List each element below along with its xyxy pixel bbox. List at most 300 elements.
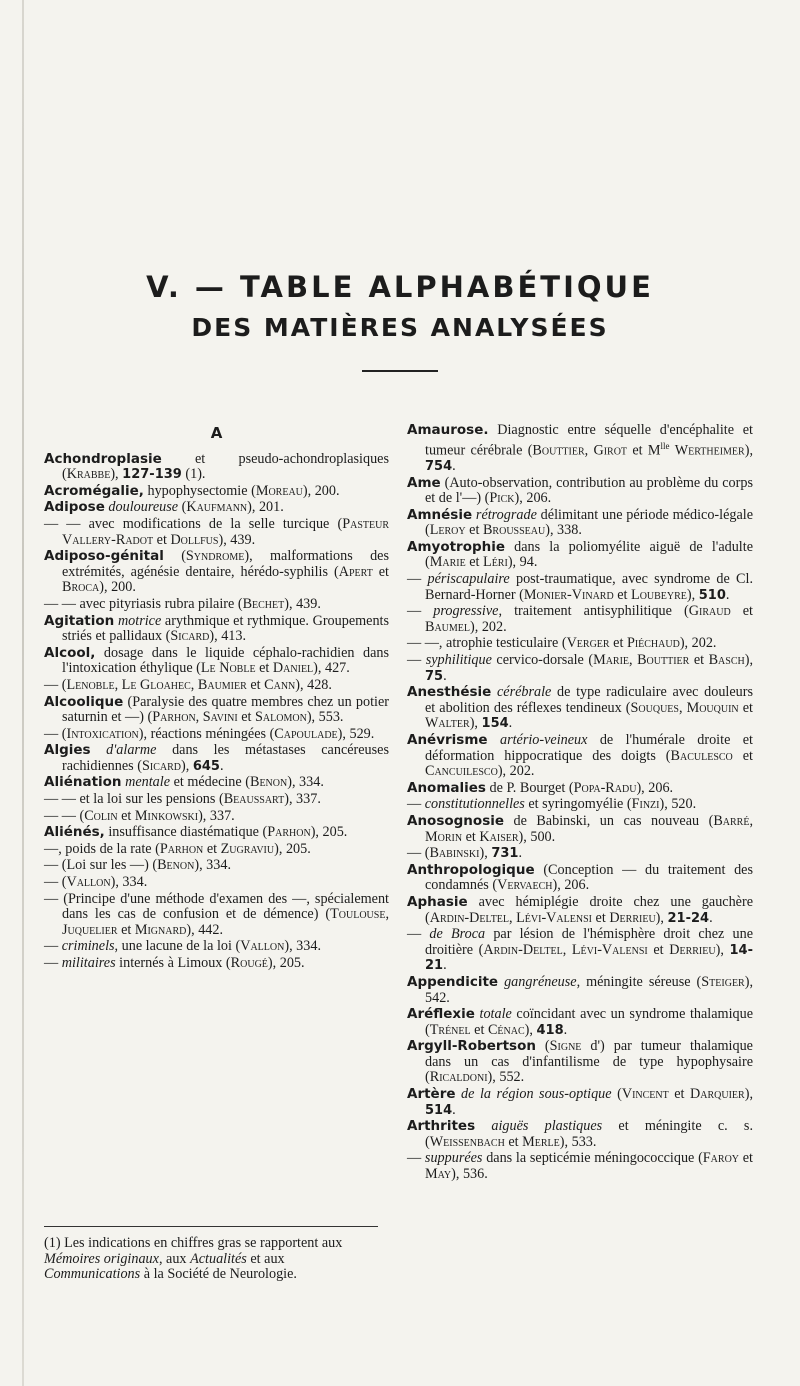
- entry-text: ), 205.: [274, 840, 311, 857]
- entry-text: et: [372, 563, 389, 580]
- entry-text: .: [452, 1101, 456, 1118]
- entry-text: , traitement antisyphilitique (: [498, 603, 689, 620]
- entry-text: —: [407, 603, 434, 620]
- author-name: Lenoble, Le Gloahec, Baumier: [66, 676, 247, 693]
- italic-term: Communications: [44, 1266, 141, 1283]
- left-entry-list: [44, 452, 389, 972]
- entry-text: —: [44, 938, 62, 955]
- index-entry: [44, 484, 389, 500]
- index-entry: [407, 476, 753, 507]
- entry-text: ),: [110, 466, 123, 483]
- entry-text: ), 413.: [209, 628, 247, 645]
- author-name: Kaufmann: [186, 499, 248, 516]
- author-name: Daniel: [272, 660, 314, 677]
- index-entry: [407, 863, 753, 894]
- entry-text: ),: [469, 715, 482, 732]
- entry-keyword: Ame: [407, 474, 441, 491]
- author-name: Giraud: [688, 603, 731, 620]
- superscript: lle: [660, 440, 670, 451]
- author-name: Loubeyre: [631, 586, 687, 603]
- entry-text: et syringomyélie (: [524, 796, 632, 813]
- index-entry: [407, 797, 753, 813]
- entry-text: ),: [686, 586, 699, 603]
- entry-text: ), 202.: [497, 763, 535, 780]
- entry-keyword: Anthropologique: [407, 861, 535, 878]
- author-name: Zugraviu: [220, 840, 275, 857]
- entry-text: avec hémiplégie droite chez une gauchère (: [425, 893, 753, 926]
- entry-text: (Conception — du traitement des condamnés (: [425, 861, 753, 894]
- index-entry: [44, 809, 389, 825]
- author-name: Darquier: [690, 1086, 745, 1103]
- entry-keyword: Appendicite: [407, 973, 499, 990]
- entry-text: ), 206.: [514, 490, 552, 507]
- author-name: Weissenbach: [429, 1133, 505, 1150]
- entry-keyword: Anesthésie: [407, 684, 492, 701]
- author-name: Léri: [483, 554, 508, 571]
- entry-text: [488, 732, 500, 748]
- entry-text: , méningite séreuse (: [576, 973, 702, 990]
- entry-text: insuffisance diastématique (: [104, 824, 268, 841]
- entry-keyword: Anosognosie: [407, 812, 505, 829]
- index-entry: [407, 540, 753, 571]
- italic-term: d'alarme: [106, 742, 157, 759]
- entry-text: —: [407, 1150, 425, 1167]
- italic-term: militaires: [61, 955, 116, 971]
- footnote: [44, 1236, 382, 1283]
- index-entry: [407, 653, 753, 684]
- italic-term: périscapulaire: [427, 571, 510, 588]
- entry-text: ), 536.: [451, 1166, 488, 1183]
- author-name: Beaussart: [223, 791, 285, 808]
- page-reference-bold: 154: [481, 716, 509, 732]
- author-name: Leroy: [429, 522, 466, 539]
- page-reference-bold: 510: [698, 587, 726, 603]
- entry-text: — (: [44, 874, 67, 891]
- entry-text: ), 552.: [487, 1069, 525, 1086]
- author-name: Sicard: [141, 757, 181, 774]
- page-reference-bold: 645: [192, 758, 220, 774]
- index-entry: [44, 842, 389, 858]
- entry-text: et: [647, 941, 670, 958]
- index-entry: [407, 1007, 753, 1038]
- author-name: Faroy: [702, 1150, 740, 1167]
- author-name: Salomon: [255, 709, 307, 726]
- entry-text: — (Loi sur les —) (: [44, 857, 158, 874]
- entry-text: ), 439.: [218, 531, 256, 548]
- index-entry: [44, 549, 389, 596]
- entry-text: ), malformations des extrémités, agénésie dentaire, hérédo-syphilis (: [62, 548, 389, 580]
- author-name: Souques, Mouquin: [630, 699, 739, 716]
- index-entry: [407, 508, 753, 539]
- entry-text: et médecine (: [170, 774, 250, 791]
- entry-text: — (Principe d'une méthode d'examen des —, spécialement dans les cas de confusion et de démence) (: [44, 890, 389, 923]
- entry-text: — (: [44, 676, 67, 693]
- index-entry: [407, 1119, 753, 1150]
- entry-text: ), 202.: [679, 635, 717, 652]
- author-name: Intoxication: [66, 725, 139, 742]
- index-entry: [44, 452, 389, 483]
- entry-text: — — avec pityriasis rubra pilaire (: [44, 595, 243, 612]
- index-entry: [44, 858, 389, 874]
- title-line-1: V. — TABLE ALPHABÉTIQUE: [146, 270, 654, 304]
- author-name: Bouttier, Girot: [532, 442, 628, 459]
- author-name: Parhon: [159, 840, 204, 857]
- author-name: Parhon: [267, 824, 311, 841]
- page-reference-bold: 754: [425, 458, 453, 474]
- index-entry: [44, 517, 389, 548]
- author-name: Krabbe: [66, 466, 111, 483]
- italic-term: cérébrale: [496, 684, 552, 701]
- entry-text: — — (: [44, 807, 85, 824]
- italic-term: douloureuse: [108, 499, 179, 516]
- page-reference-bold: 731: [491, 846, 519, 862]
- entry-text: dosage dans le liquide céphalo-rachidien dans l'intoxication éthylique (: [62, 644, 389, 677]
- author-name: Finzi: [631, 796, 660, 813]
- author-name: Benon: [157, 857, 195, 874]
- author-name: Marie, Bouttier: [593, 652, 690, 669]
- section-letter: A: [210, 424, 223, 442]
- author-name: Vallon: [240, 938, 285, 955]
- entry-text: ), 334.: [194, 857, 231, 874]
- author-name: Vincent: [621, 1086, 669, 1103]
- index-entry: [44, 775, 389, 791]
- author-name: Vervaech: [497, 877, 553, 894]
- italic-term: criminels: [61, 938, 115, 955]
- entry-text: —: [407, 571, 428, 588]
- entry-keyword: Adipose: [44, 499, 105, 516]
- italic-term: suppurées: [424, 1150, 483, 1167]
- entry-text: dans la poliomyélite aiguë de l'adulte (: [425, 538, 753, 571]
- entry-text: ), 202.: [470, 618, 507, 635]
- entry-text: cervico-dorsale (: [491, 652, 594, 669]
- italic-term: progressive: [433, 603, 499, 620]
- entry-text: ), 334.: [110, 874, 148, 891]
- entry-text: dans les métastases cancéreuses rachidiennes (: [62, 742, 389, 774]
- italic-term: aiguës plastiques: [491, 1118, 603, 1135]
- entry-text: (Paralysie des quatre membres chez un potier saturnin et —) (: [62, 693, 389, 726]
- entry-text: .: [725, 586, 730, 603]
- entry-text: .: [452, 457, 456, 474]
- entry-text: par lésion de l'hémisphère droit chez une droitière (: [425, 926, 754, 958]
- author-name: Pasteur Vallery-Radot: [62, 515, 389, 548]
- index-entry: [44, 743, 389, 774]
- entry-text: Diagnostic entre séquelle d'encéphalite et tumeur cérébrale (: [425, 422, 753, 459]
- index-entry: [44, 956, 389, 972]
- author-name: Brousseau: [482, 522, 546, 539]
- entry-text: , une lacune de la loi (: [114, 938, 241, 955]
- italic-term: mentale: [125, 774, 171, 791]
- entry-text: , aux: [158, 1250, 191, 1267]
- entry-text: ), 520.: [659, 796, 697, 813]
- entry-text: ), 334.: [284, 938, 322, 955]
- index-entry: [44, 695, 389, 726]
- author-name: Le Noble: [200, 660, 256, 677]
- right-entry-list: [407, 423, 753, 1183]
- entry-text: —, poids de la rate (: [44, 840, 160, 857]
- entry-text: et: [153, 531, 171, 548]
- entry-text: .: [443, 957, 447, 974]
- italic-term: constitutionnelles: [424, 796, 525, 813]
- entry-text: .: [709, 909, 713, 926]
- author-name: Babinski: [429, 845, 480, 862]
- entry-text: ), 442.: [186, 921, 224, 938]
- entry-text: et: [609, 635, 627, 652]
- author-name: Broca: [62, 579, 100, 596]
- author-name: Minkowski: [134, 807, 199, 824]
- entry-text: et pseudo-achondroplasiques (: [62, 450, 389, 483]
- page-reference-bold: 75: [425, 668, 444, 684]
- entry-text: ), 542.: [425, 973, 753, 1006]
- entry-text: et: [738, 699, 753, 716]
- italic-term: de la région sous-optique: [461, 1086, 612, 1103]
- entry-text: ), 200.: [99, 579, 136, 596]
- italic-term: gangréneuse: [504, 973, 577, 990]
- page-reference-bold: 14-21: [425, 942, 753, 974]
- entry-text: ),: [180, 757, 193, 774]
- entry-text: ), 205.: [310, 824, 348, 841]
- author-name: Verger: [566, 635, 610, 652]
- index-entry: [407, 572, 753, 603]
- author-name: Dollfus: [170, 531, 219, 548]
- index-entry: [44, 678, 389, 694]
- page-title: [0, 268, 800, 346]
- entry-text: et: [465, 554, 484, 571]
- author-name: Steiger: [701, 973, 745, 990]
- entry-text: —: [407, 926, 430, 943]
- entry-text: .: [443, 667, 447, 684]
- entry-text: — (: [44, 725, 67, 742]
- index-entry: [44, 597, 389, 613]
- entry-text: .: [219, 757, 224, 774]
- italic-term: syphilitique: [425, 652, 492, 669]
- entry-keyword: Anévrisme: [407, 732, 488, 749]
- index-entry: [407, 1039, 753, 1086]
- entry-text: — —, atrophie testiculaire (: [407, 635, 567, 652]
- entry-text: — (: [407, 845, 430, 862]
- entry-text: ), 337.: [198, 807, 235, 824]
- title-divider: [362, 370, 438, 372]
- entry-text: ), 427.: [313, 660, 350, 677]
- index-entry: [44, 792, 389, 808]
- entry-keyword: Argyll-Robertson: [407, 1038, 536, 1055]
- entry-text: —: [407, 796, 425, 813]
- entry-text: ), 206.: [636, 779, 674, 796]
- entry-text: ), 201.: [247, 499, 284, 516]
- author-name: Barré, Morin: [425, 812, 753, 845]
- entry-text: —: [44, 955, 62, 971]
- author-name: Mignard: [134, 921, 187, 938]
- author-name: Pick: [489, 490, 515, 507]
- index-entry: [407, 604, 753, 635]
- index-entry: [407, 927, 753, 974]
- author-name: Signe: [549, 1038, 582, 1055]
- entry-text: et: [237, 709, 256, 726]
- entry-text: [91, 742, 107, 758]
- entry-text: —: [407, 652, 426, 669]
- entry-keyword: Agitation: [44, 612, 115, 629]
- entry-text: (1) Les indications en chiffres gras se rapportent aux: [44, 1235, 343, 1251]
- index-entry: [407, 814, 753, 845]
- author-name: Capoulade: [274, 725, 338, 742]
- left-column: [44, 422, 389, 973]
- index-entry: [44, 875, 389, 891]
- entry-text: ), 428.: [295, 676, 332, 693]
- entry-keyword: Artère: [407, 1086, 456, 1103]
- entry-text: et: [462, 828, 480, 845]
- entry-text: .: [518, 845, 523, 862]
- right-column: [407, 423, 753, 1184]
- entry-keyword: Amnésie: [407, 506, 473, 523]
- entry-text: ),: [744, 442, 753, 459]
- italic-term: totale: [479, 1006, 512, 1023]
- author-name: Cann: [264, 676, 296, 693]
- entry-text: ), 553.: [306, 709, 344, 726]
- entry-text: (Auto-observation, contribution au problème du corps et de l'—) (: [425, 474, 753, 507]
- index-entry: [407, 685, 753, 732]
- entry-text: ), 206.: [552, 877, 590, 894]
- italic-term: motrice: [117, 612, 162, 629]
- author-name: Trénel: [429, 1021, 471, 1038]
- italic-term: Mémoires originaux: [44, 1250, 159, 1267]
- page-reference-bold: 418: [536, 1022, 564, 1038]
- entry-keyword: Aphasie: [407, 893, 468, 910]
- index-entry: [407, 846, 753, 862]
- author-name: Toulouse, Juquelier: [62, 906, 389, 938]
- title-line-2: DES MATIÈRES ANALYSÉES: [191, 313, 609, 342]
- author-name: Popa-Radu: [573, 779, 637, 796]
- author-name: Syndrome: [185, 548, 245, 565]
- entry-text: de type radiculaire avec douleurs et abolition des réflexes tendineux (: [425, 684, 754, 716]
- entry-keyword: Aréflexie: [407, 1006, 475, 1023]
- page-binding-edge: [22, 0, 24, 1386]
- entry-text: et méningite c. s. (: [425, 1118, 753, 1150]
- entry-text: délimitant une période médico-légale (: [425, 506, 754, 539]
- author-name: Rougé: [230, 955, 268, 971]
- entry-keyword: Amaurose.: [407, 422, 489, 438]
- entry-text: ),: [715, 941, 730, 958]
- index-entry: [407, 895, 753, 926]
- entry-text: d') par tumeur thalamique dans un cas d'infantilisme de type hypophysaire (: [425, 1038, 753, 1086]
- index-entry: [407, 733, 753, 780]
- author-name: Derrieu: [669, 941, 716, 958]
- author-name: Apert: [338, 563, 373, 580]
- author-name: Monier-Vinard: [523, 586, 614, 603]
- index-entry: [44, 727, 389, 743]
- italic-term: de Broca: [429, 926, 486, 943]
- entry-text: ), 500.: [518, 828, 556, 845]
- entry-text: (: [535, 1038, 550, 1055]
- entry-text: (: [611, 1086, 622, 1103]
- index-entry: [407, 1087, 753, 1118]
- entry-text: ), 439.: [284, 595, 321, 612]
- index-entry: [44, 892, 389, 939]
- entry-text: et M: [627, 442, 661, 459]
- author-name: Parhon, Savini: [152, 709, 238, 726]
- entry-text: et: [117, 921, 135, 938]
- entry-keyword: Amyotrophie: [407, 538, 506, 555]
- author-name: Cancuilesco: [425, 763, 498, 780]
- entry-text: (: [163, 548, 186, 565]
- entry-text: — — et la loi sur les pensions (: [44, 791, 224, 808]
- entry-text: internés à Limoux (: [115, 955, 231, 971]
- entry-keyword: Adiposo-génital: [44, 548, 164, 565]
- author-name: Colin: [84, 807, 118, 824]
- index-entry: [407, 1151, 753, 1182]
- author-name: Wertheimer: [674, 442, 745, 459]
- author-name: Marie: [429, 554, 466, 571]
- entry-text: et: [470, 1021, 488, 1038]
- entry-text: ), 334.: [287, 774, 324, 791]
- entry-text: et aux: [246, 1250, 285, 1267]
- entry-text: — — avec modifications de la selle turcique (: [44, 515, 343, 532]
- entry-text: [475, 1118, 491, 1134]
- entry-text: et: [730, 603, 753, 620]
- author-name: May: [425, 1166, 452, 1183]
- entry-text: ), 338.: [545, 522, 582, 539]
- index-entry: [407, 781, 753, 797]
- entry-keyword: Alcoolique: [44, 693, 124, 710]
- entry-keyword: Achondroplasie: [44, 450, 162, 467]
- author-name: Piéchaud: [626, 635, 680, 652]
- entry-text: et: [732, 747, 753, 764]
- italic-term: Actualités: [190, 1250, 247, 1267]
- entry-text: et: [504, 1133, 523, 1150]
- entry-text: ),: [479, 845, 492, 862]
- index-entry: [44, 500, 389, 516]
- entry-text: ), réactions méningées (: [138, 725, 275, 742]
- page-reference-bold: 21-24: [667, 910, 710, 926]
- index-entry: [407, 975, 753, 1006]
- author-name: Ricaldoni: [429, 1069, 488, 1086]
- index-entry: [407, 423, 753, 475]
- footnote-divider: [44, 1226, 378, 1227]
- entry-text: et: [465, 522, 483, 539]
- author-name: Vallon: [66, 874, 111, 891]
- index-entry: [44, 614, 389, 645]
- author-name: Ardin-Deltel, Lévi-Valensi: [429, 909, 592, 926]
- author-name: Derrieu: [609, 909, 656, 926]
- author-name: Sicard: [170, 628, 210, 645]
- entry-text: à la Société de Neurologie.: [140, 1266, 297, 1283]
- author-name: Basch: [708, 652, 745, 669]
- entry-text: ),: [524, 1021, 537, 1038]
- entry-keyword: Acromégalie,: [44, 482, 144, 499]
- author-name: Baumel: [425, 618, 471, 635]
- entry-text: ),: [744, 1086, 753, 1103]
- entry-text: et: [689, 652, 709, 669]
- entry-text: (1).: [181, 466, 206, 483]
- index-entry: [44, 825, 389, 841]
- entry-text: .: [563, 1021, 568, 1038]
- page-reference-bold: 514: [425, 1102, 453, 1118]
- author-name: Kaiser: [479, 828, 519, 845]
- entry-text: (: [178, 499, 187, 516]
- author-name: Walter: [425, 715, 470, 732]
- index-entry: [44, 939, 389, 955]
- entry-text: et: [255, 660, 273, 677]
- entry-text: de P. Bourget (: [485, 779, 574, 796]
- entry-text: ), 200.: [302, 482, 340, 499]
- author-name: Merle: [522, 1133, 560, 1150]
- entry-text: ), 533.: [559, 1133, 597, 1150]
- entry-text: arythmique et rythmique. Groupements striés et pallidaux (: [62, 612, 390, 645]
- entry-text: et: [613, 586, 632, 603]
- author-name: Bechet: [242, 595, 285, 612]
- author-name: Ardin-Deltel, Lévi-Valensi: [483, 941, 648, 958]
- entry-keyword: Algies: [44, 742, 91, 759]
- entry-keyword: Arthrites: [407, 1118, 476, 1135]
- entry-text: ), 205.: [267, 955, 305, 971]
